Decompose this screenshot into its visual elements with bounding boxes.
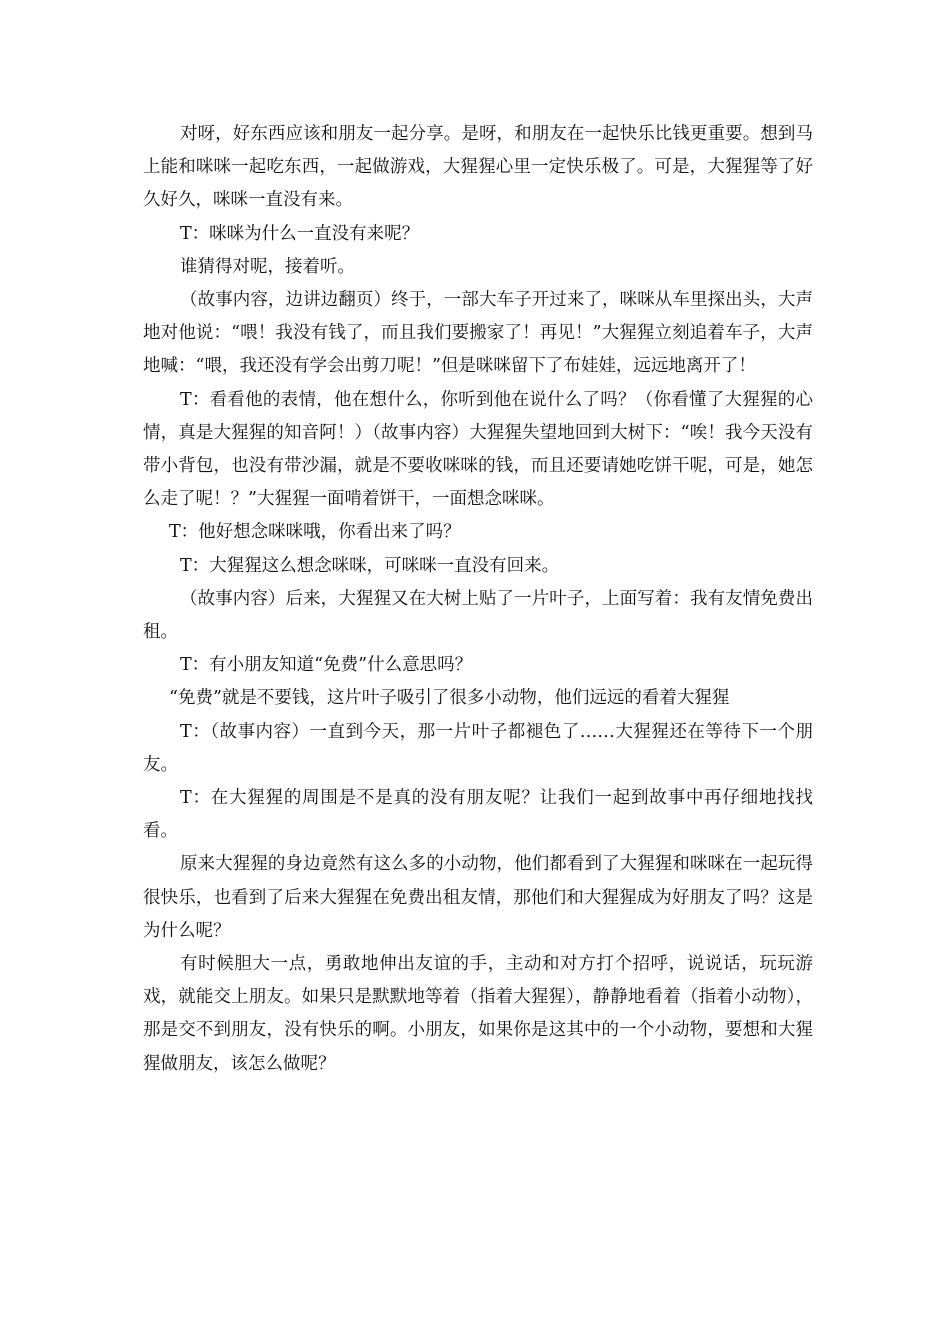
paragraph-disappointed: T：看看他的表情，他在想什么，你听到他在说什么了吗？（你看懂了大猩猩的心情，真是大猩猩的知音阿！）（故事内容）大猩猩失望地回到大树下：“唉！我今天没有带小背包，也没有带沙漏，就是不要收咪咪的钱，而且还要请她吃饼干呢，可是，她怎么走了呢！？”大猩猩一面啃着饼干，一面想念咪咪。 (143, 389, 813, 510)
paragraph-missing-mimi: T：他好想念咪咪哦，你看出来了吗？ (169, 522, 461, 543)
document-body (143, 118, 813, 1081)
paragraph-not-back: T：大猩猩这么想念咪咪，可咪咪一直没有回来。 (180, 555, 560, 576)
paragraph-many-animals: 原来大猩猩的身边竟然有这么多的小动物，他们都看到了大猩猩和咪咪在一起玩得很快乐，也看到了后来大猩猩在免费出租友情，那他们和大猩猩成为好朋友了吗？这是为什么呢？ (143, 854, 813, 941)
paragraph-leaf-sign: （故事内容）后来，大猩猩又在大树上贴了一片叶子，上面写着：我有友情免费出租。 (143, 588, 813, 643)
paragraph-free-question: T：有小朋友知道“免费”什么意思吗？ (180, 655, 473, 676)
paragraph-free-meaning: “免费”就是不要钱，这片叶子吸引了很多小动物，他们远远的看着大猩猩 (169, 688, 730, 709)
paragraph-sharing: 对呀，好东西应该和朋友一起分享。是呀，和朋友在一起快乐比钱更重要。想到马上能和咪咪一起吃东西，一起做游戏，大猩猩心里一定快乐极了。可是，大猩猩等了好久好久，咪咪一直没有来。 (143, 124, 813, 211)
paragraph-look-again: T：在大猩猩的周围是不是真的没有朋友呢？让我们一起到故事中再仔细地找找看。 (143, 788, 813, 842)
paragraph-listen-on: 谁猜得对呢，接着听。 (180, 256, 355, 277)
paragraph-truck-leaves: （故事内容，边讲边翻页）终于，一部大车子开过来了，咪咪从车里探出头，大声地对他说：“喂！我没有钱了，而且我们要搬家了！再见！”大猩猩立刻追着车子，大声地喊：“喂，我还没有学会出剪刀呢！”但是咪咪留下了布娃娃，远远地离开了！ (143, 290, 813, 377)
paragraph-faded-leaf: T：（故事内容）一直到今天，那一片叶子都褪色了……大猩猩还在等待下一个朋友。 (143, 721, 813, 775)
paragraph-be-brave: 有时候胆大一点，勇敢地伸出友谊的手，主动和对方打个招呼，说说话，玩玩游戏，就能交上朋友。如果只是默默地等着（指着大猩猩），静静地看着（指着小动物），那是交不到朋友，没有快乐的啊。小朋友，如果你是这其中的一个小动物，要想和大猩猩做朋友，该怎么做呢？ (143, 954, 813, 1074)
paragraph-question-why: T：咪咪为什么一直没有来呢？ (180, 223, 420, 244)
